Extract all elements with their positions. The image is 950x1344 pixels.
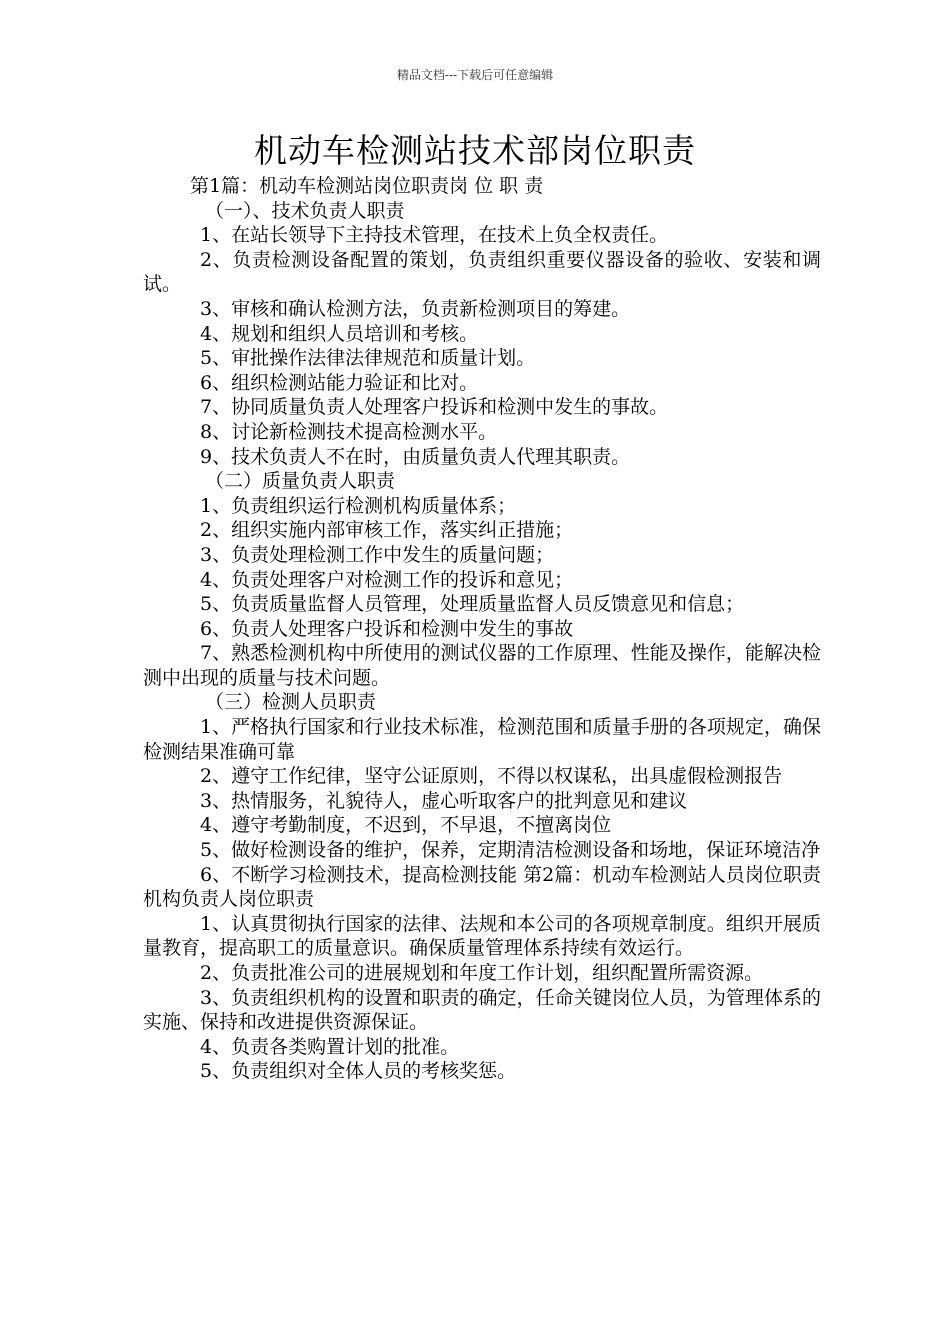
- paragraph: 3、负责处理检测工作中发生的质量问题；: [200, 543, 555, 566]
- paragraph: 1、严格执行国家和行业技术标准，检测范围和质量手册的各项规定，确保检测结果准确可靠: [143, 716, 821, 763]
- document-body: [143, 174, 821, 1084]
- paragraph: 7、协同质量负责人处理客户投诉和检测中发生的事故。: [200, 396, 669, 419]
- paragraph: 3、热情服务，礼貌待人，虚心听取客户的批判意见和建议: [200, 789, 688, 812]
- paragraph: 5、负责质量监督人员管理，处理质量监督人员反馈意见和信息；: [200, 593, 745, 616]
- subsection-heading: （三）检测人员职责: [205, 691, 377, 714]
- paragraph: 3、负责组织机构的设置和职责的确定，任命关键岗位人员，为管理体系的实施、保持和改进提供资源保证。: [143, 986, 821, 1034]
- paragraph: 2、遵守工作纪律，坚守公证原则，不得以权谋私，出具虚假检测报告: [200, 765, 783, 788]
- paragraph: 4、负责各类购置计划的批准。: [200, 1035, 460, 1058]
- paragraph: 5、负责组织对全体人员的考核奖惩。: [200, 1060, 517, 1083]
- paragraph: 4、负责处理客户对检测工作的投诉和意见；: [200, 568, 574, 591]
- paragraph: 6、组织检测站能力验证和比对。: [200, 371, 479, 394]
- subsection-heading: （二）质量负责人职责: [205, 470, 396, 493]
- paragraph: 1、负责组织运行检测机构质量体系；: [200, 494, 517, 517]
- paragraph: 3、审核和确认检测方法，负责新检测项目的筹建。: [200, 297, 631, 320]
- paragraph: 6、不断学习检测技术，提高检测技能 第2篇：机动车检测站人员岗位职责机构负责人岗位职责: [143, 863, 821, 911]
- paragraph: 9、技术负责人不在时，由质量负责人代理其职责。: [200, 445, 631, 468]
- section-heading: 第1篇：机动车检测站岗位职责岗 位 职 责: [190, 175, 544, 197]
- header-watermark: 精品文档---下载后可任意编辑: [396, 68, 554, 82]
- paragraph: 4、遵守考勤制度，不迟到，不早退，不擅离岗位: [200, 814, 612, 837]
- subsection-heading: （一）、技术负责人职责: [205, 199, 405, 222]
- paragraph: 7、熟悉检测机构中所使用的测试仪器的工作原理、性能及操作，能解决检测中出现的质量与技术问题。: [143, 642, 821, 689]
- paragraph: 4、规划和组织人员培训和考核。: [200, 322, 479, 345]
- paragraph: 2、负责检测设备配置的策划，负责组织重要仪器设备的验收、安装和调试。: [143, 248, 821, 296]
- paragraph: 8、讨论新检测技术提高检测水平。: [200, 420, 498, 443]
- paragraph: 5、做好检测设备的维护，保养，定期清洁检测设备和场地，保证环境洁净: [200, 839, 821, 862]
- paragraph: 5、审批操作法律法律规范和质量计划。: [200, 347, 536, 370]
- paragraph: 1、认真贯彻执行国家的法律、法规和本公司的各项规章制度。组织开展质量教育，提高职工的质量意识。确保质量管理体系持续有效运行。: [143, 912, 821, 960]
- paragraph: 1、在站长领导下主持技术管理，在技术上负全权责任。: [200, 224, 669, 247]
- paragraph: 6、负责人处理客户投诉和检测中发生的事故: [200, 617, 574, 640]
- paragraph: 2、组织实施内部审核工作，落实纠正措施；: [200, 519, 574, 542]
- document-title: 机动车检测站技术部岗位职责: [254, 131, 696, 170]
- paragraph: 2、负责批准公司的进展规划和年度工作计划，组织配置所需资源。: [200, 962, 764, 984]
